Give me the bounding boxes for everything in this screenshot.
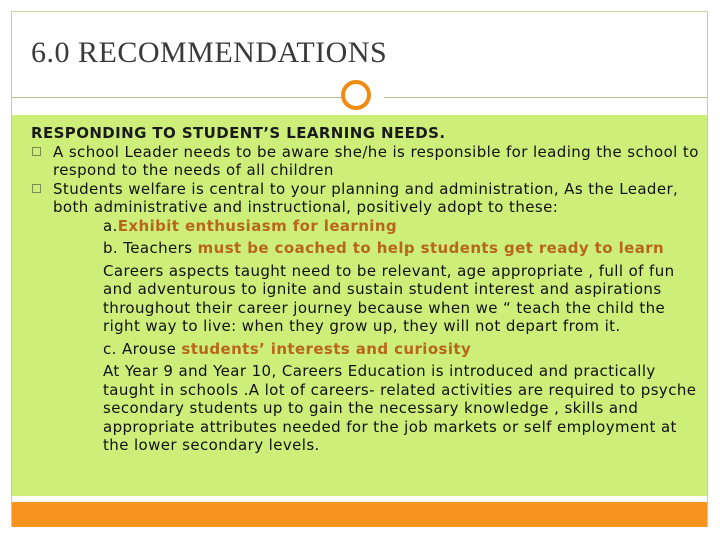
footer-bar <box>12 502 707 527</box>
circle-ornament-icon <box>341 80 371 110</box>
sub-item-c-highlight: students’ interests and curiosity <box>181 339 472 358</box>
sub-item-a-prefix: a. <box>103 216 118 235</box>
paragraph-c: At Year 9 and Year 10, Careers Education is introduced and practically taught in schools .A lot of careers- related activities are required to psyche secondary students up to gain the necessary knowledge , skills and appropriate attributes needed for the job markets or self employment at the lower secondary levels. <box>103 362 697 454</box>
sub-item-b-highlight: must be coached to help students get ready to learn <box>197 239 665 257</box>
sub-item-a <box>31 217 701 236</box>
slide-body <box>31 124 701 455</box>
bullet-item <box>31 143 701 180</box>
sub-item-b-prefix: b. Teachers <box>103 239 198 257</box>
slide-title: 6.0 RECOMMENDATIONS <box>31 36 388 69</box>
square-bullet-icon <box>32 147 41 156</box>
bullet-item <box>31 180 701 217</box>
title-rule-left <box>12 97 352 98</box>
sub-item-b <box>31 239 701 258</box>
section-heading: RESPONDING TO STUDENT’S LEARNING NEEDS. <box>31 124 446 142</box>
title-rule-right <box>384 97 707 98</box>
sub-item-c-prefix: c. Arouse <box>103 339 182 358</box>
sub-item-c <box>31 340 701 359</box>
sub-item-a-highlight: Exhibit enthusiasm for learning <box>117 216 398 235</box>
square-bullet-icon <box>32 184 41 193</box>
bullet-text: Students welfare is central to your planning and administration, As the Leader, both administrative and instructional, positively adopt to these: <box>53 179 679 216</box>
bullet-text: A school Leader needs to be aware she/he is responsible for leading the school to respond to the needs of all children <box>53 142 699 179</box>
paragraph-b: Careers aspects taught need to be relevant, age appropriate , full of fun and adventurous to ignite and sustain student interest and aspirations throughout their career journey because when we “ teach the child the right way to live: when they grow up, they will not depart from it. <box>103 261 675 335</box>
